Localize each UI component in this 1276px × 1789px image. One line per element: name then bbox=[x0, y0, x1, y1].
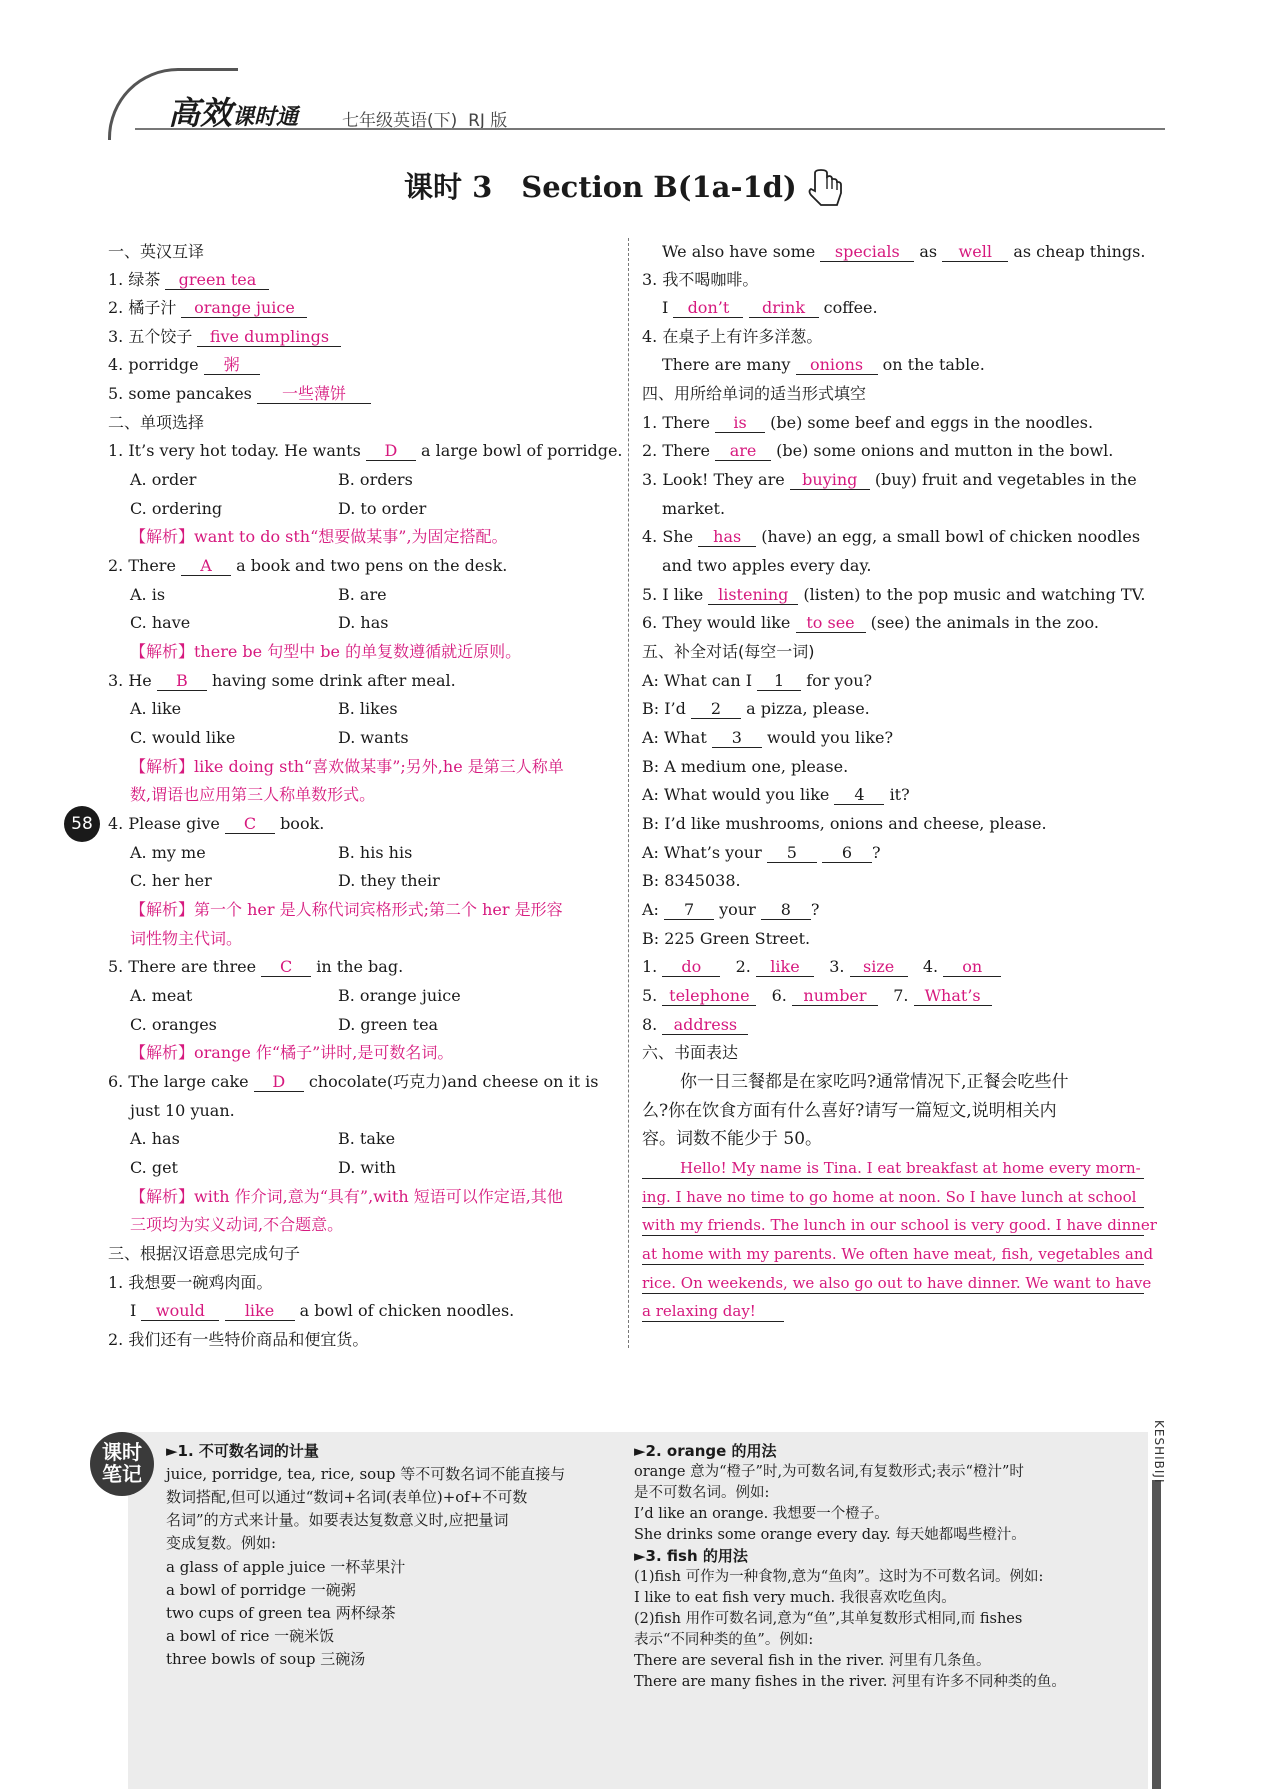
mc-question-2: 2. There A a book and two pens on the desk. bbox=[108, 556, 508, 575]
mc-option: D. with bbox=[338, 1158, 396, 1177]
fill-q6: 6. They would like to see (see) the animals in the zoo. bbox=[642, 613, 1099, 632]
mc-question-1: 1. It’s very hot today. He wants D a large bowl of porridge. bbox=[108, 441, 623, 460]
section-heading-1: 一、英汉互译 bbox=[108, 242, 205, 261]
note-heading: ►2. orange 的用法 bbox=[634, 1442, 777, 1460]
translate-a3: I don’t drink coffee. bbox=[662, 298, 878, 317]
fill-q3: 3. Look! They are buying (buy) fruit and vegetables in the bbox=[642, 470, 1137, 489]
analysis-text: 【解析】like doing sth“喜欢做某事”;另外,he 是第三人称单 bbox=[130, 757, 564, 776]
dialog-line: B: A medium one, please. bbox=[642, 757, 849, 776]
fill-q3-cont: market. bbox=[662, 499, 726, 518]
exercise-1-4: 4. porridge 粥 bbox=[108, 355, 260, 375]
writing-prompt: 容。词数不能少于 50。 bbox=[642, 1129, 823, 1149]
translate-q4: 4. 在桌子上有许多洋葱。 bbox=[642, 327, 823, 346]
book-title: 七年级英语(下) RJ 版 bbox=[342, 111, 508, 131]
analysis-text: 【解析】with 作介词,意为“具有”,with 短语可以作定语,其他 bbox=[130, 1187, 563, 1206]
note-line: three bowls of soup 三碗汤 bbox=[166, 1650, 366, 1668]
translate-a1: I would like a bowl of chicken noodles. bbox=[130, 1301, 515, 1320]
side-bar bbox=[1152, 1480, 1161, 1789]
note-line: juice, porridge, tea, rice, soup 等不可数名词不能直接与 bbox=[166, 1465, 566, 1483]
mc-option: C. get bbox=[130, 1158, 178, 1177]
mc-option: B. are bbox=[338, 585, 387, 604]
note-line: (1)fish 可作为一种食物,意为“鱼肉”。这时为不可数名词。例如: bbox=[634, 1569, 1044, 1585]
mc-option: C. oranges bbox=[130, 1015, 217, 1034]
essay-line: ing. I have no time to go home at noon. So I have lunch at school bbox=[642, 1187, 1144, 1208]
mc-question-6: 6. The large cake D chocolate(巧克力)and cheese on it is bbox=[108, 1072, 599, 1091]
side-label: KESHIBIJI bbox=[1152, 1420, 1166, 1484]
mc-option: C. ordering bbox=[130, 499, 223, 518]
translate-q2: 2. 我们还有一些特价商品和便宜货。 bbox=[108, 1330, 369, 1349]
note-line: There are several fish in the river. 河里有几条鱼。 bbox=[634, 1653, 991, 1669]
essay-line: a relaxing day! bbox=[642, 1301, 784, 1322]
mc-option: B. likes bbox=[338, 699, 398, 718]
mc-question-6-cont: just 10 yuan. bbox=[130, 1101, 235, 1120]
brand-sub: 课时通 bbox=[232, 104, 299, 130]
section-heading-3: 三、根据汉语意思完成句子 bbox=[108, 1244, 301, 1263]
dialog-answers-row-2: 5. telephone 6. number 7. What’s bbox=[642, 986, 992, 1006]
mc-question-4: 4. Please give C book. bbox=[108, 814, 325, 833]
fill-q2: 2. There are (be) some onions and mutton in the bowl. bbox=[642, 441, 1114, 460]
note-line: (2)fish 用作可数名词,意为“鱼”,其单复数形式相同,而 fishes bbox=[634, 1611, 1023, 1627]
analysis-text: 数,谓语也应用第三人称单数形式。 bbox=[130, 785, 376, 804]
dialog-line: A: What can I 1 for you? bbox=[642, 671, 873, 690]
exercise-1-2: 2. 橘子汁 orange juice bbox=[108, 298, 307, 318]
note-line: She drinks some orange every day. 每天她都喝些橙汁。 bbox=[634, 1527, 1026, 1543]
mc-option: B. his his bbox=[338, 843, 413, 862]
mc-option: B. orders bbox=[338, 470, 413, 489]
dialog-answers-row-1: 1. do 2. like 3. size 4. on bbox=[642, 957, 1001, 977]
section-heading-6: 六、书面表达 bbox=[642, 1043, 739, 1062]
essay-line: at home with my parents. We often have meat, fish, vegetables and bbox=[642, 1245, 1154, 1263]
note-line: two cups of green tea 两杯绿茶 bbox=[166, 1604, 396, 1622]
exercise-1-1: 1. 绿茶 green tea bbox=[108, 270, 269, 290]
mc-option: B. take bbox=[338, 1129, 396, 1148]
note-heading: ►3. fish 的用法 bbox=[634, 1547, 748, 1565]
mc-question-3: 3. He B having some drink after meal. bbox=[108, 671, 456, 690]
translate-q3: 3. 我不喝咖啡。 bbox=[642, 270, 759, 289]
mc-option: D. to order bbox=[338, 499, 427, 518]
writing-prompt: 你一日三餐都是在家吃吗?通常情况下,正餐会吃些什 bbox=[680, 1072, 1069, 1092]
mc-option: C. would like bbox=[130, 728, 236, 747]
note-line: I’d like an orange. 我想要一个橙子。 bbox=[634, 1506, 889, 1522]
dialog-line: A: What would you like 4 it? bbox=[642, 785, 910, 804]
dialog-line: B: 225 Green Street. bbox=[642, 929, 811, 948]
analysis-text: 词性物主代词。 bbox=[130, 929, 243, 948]
section-heading-4: 四、用所给单词的适当形式填空 bbox=[642, 384, 867, 403]
mc-option: C. have bbox=[130, 613, 191, 632]
page-number: 58 bbox=[64, 806, 100, 842]
analysis-text: 【解析】orange 作“橘子”讲时,是可数名词。 bbox=[130, 1043, 454, 1062]
dialog-answers-row-3: 8. address bbox=[642, 1015, 748, 1035]
essay-line: with my friends. The lunch in our school is very good. I have dinner bbox=[642, 1216, 1157, 1234]
note-line: 表示“不同种类的鱼”。例如: bbox=[634, 1632, 814, 1648]
notes-badge: 课时 笔记 bbox=[90, 1432, 154, 1496]
mc-option: C. her her bbox=[130, 871, 212, 890]
translate-a4: There are many onions on the table. bbox=[662, 355, 985, 374]
translate-q1: 1. 我想要一碗鸡肉面。 bbox=[108, 1273, 273, 1292]
mc-option: D. has bbox=[338, 613, 389, 632]
exercise-1-5: 5. some pancakes 一些薄饼 bbox=[108, 384, 371, 404]
mc-option: A. my me bbox=[130, 843, 206, 862]
dialog-line: B: I’d 2 a pizza, please. bbox=[642, 699, 870, 718]
fill-q4: 4. She has (have) an egg, a small bowl of chicken noodles bbox=[642, 527, 1141, 546]
essay-line: Hello! My name is Tina. I eat breakfast at home every morn- bbox=[642, 1158, 1144, 1179]
mc-option: A. meat bbox=[130, 986, 193, 1005]
brand-name: 高效 bbox=[168, 94, 233, 132]
mc-option: A. has bbox=[130, 1129, 180, 1148]
note-line: 名词”的方式来计量。如要表达复数意义时,应把量词 bbox=[166, 1511, 509, 1529]
page-title: 课时 3 Section B(1a-1d) bbox=[404, 165, 849, 209]
column-divider bbox=[628, 238, 629, 1348]
analysis-text: 【解析】want to do sth“想要做某事”,为固定搭配。 bbox=[130, 527, 508, 546]
analysis-text: 【解析】第一个 her 是人称代词宾格形式;第二个 her 是形容 bbox=[130, 900, 563, 919]
dialog-line: B: I’d like mushrooms, onions and cheese, please. bbox=[642, 814, 1047, 833]
note-line: a bowl of rice 一碗米饭 bbox=[166, 1627, 335, 1645]
analysis-text: 【解析】there be 句型中 be 的单复数遵循就近原则。 bbox=[130, 642, 522, 661]
fill-q1: 1. There is (be) some beef and eggs in the noodles. bbox=[642, 413, 1094, 432]
essay-line: rice. On weekends, we also go out to have dinner. We want to have bbox=[642, 1274, 1152, 1292]
dialog-line: B: 8345038. bbox=[642, 871, 741, 890]
note-line: a glass of apple juice 一杯苹果汁 bbox=[166, 1558, 406, 1576]
exercise-1-3: 3. 五个饺子 five dumplings bbox=[108, 327, 341, 347]
mc-question-5: 5. There are three C in the bag. bbox=[108, 957, 404, 976]
mc-option: D. wants bbox=[338, 728, 409, 747]
note-line: 数词搭配,但可以通过“数词+名词(表单位)+of+不可数 bbox=[166, 1488, 528, 1506]
note-line: There are many fishes in the river. 河里有许多不同种类的鱼。 bbox=[634, 1674, 1066, 1690]
dialog-line: A: 7 your 8 ? bbox=[642, 900, 820, 919]
pointing-hand-icon bbox=[807, 169, 849, 209]
mc-option: A. is bbox=[130, 585, 166, 604]
note-line: a bowl of porridge 一碗粥 bbox=[166, 1581, 356, 1599]
translate-a2: We also have some specials as well as cheap things. bbox=[662, 242, 1146, 261]
note-line: 是不可数名词。例如: bbox=[634, 1485, 770, 1501]
fill-q4-cont: and two apples every day. bbox=[662, 556, 872, 575]
mc-option: A. like bbox=[130, 699, 182, 718]
note-heading: ►1. 不可数名词的计量 bbox=[166, 1442, 319, 1460]
note-line: I like to eat fish very much. 我很喜欢吃鱼肉。 bbox=[634, 1590, 956, 1606]
mc-option: A. order bbox=[130, 470, 197, 489]
dialog-line: A: What’s your 5 6 ? bbox=[642, 843, 881, 862]
mc-option: D. green tea bbox=[338, 1015, 439, 1034]
header-rule bbox=[135, 128, 1165, 130]
dialog-line: A: What 3 would you like? bbox=[642, 728, 894, 747]
fill-q5: 5. I like listening (listen) to the pop music and watching TV. bbox=[642, 585, 1146, 604]
note-line: orange 意为“橙子”时,为可数名词,有复数形式;表示“橙汁”时 bbox=[634, 1464, 1024, 1480]
analysis-text: 三项均为实义动词,不合题意。 bbox=[130, 1215, 344, 1234]
note-line: 变成复数。例如: bbox=[166, 1534, 277, 1552]
mc-option: D. they their bbox=[338, 871, 440, 890]
writing-prompt: 么?你在饮食方面有什么喜好?请写一篇短文,说明相关内 bbox=[642, 1101, 1057, 1121]
section-heading-5: 五、补全对话(每空一词) bbox=[642, 642, 815, 661]
mc-option: B. orange juice bbox=[338, 986, 461, 1005]
section-heading-2: 二、单项选择 bbox=[108, 413, 205, 432]
